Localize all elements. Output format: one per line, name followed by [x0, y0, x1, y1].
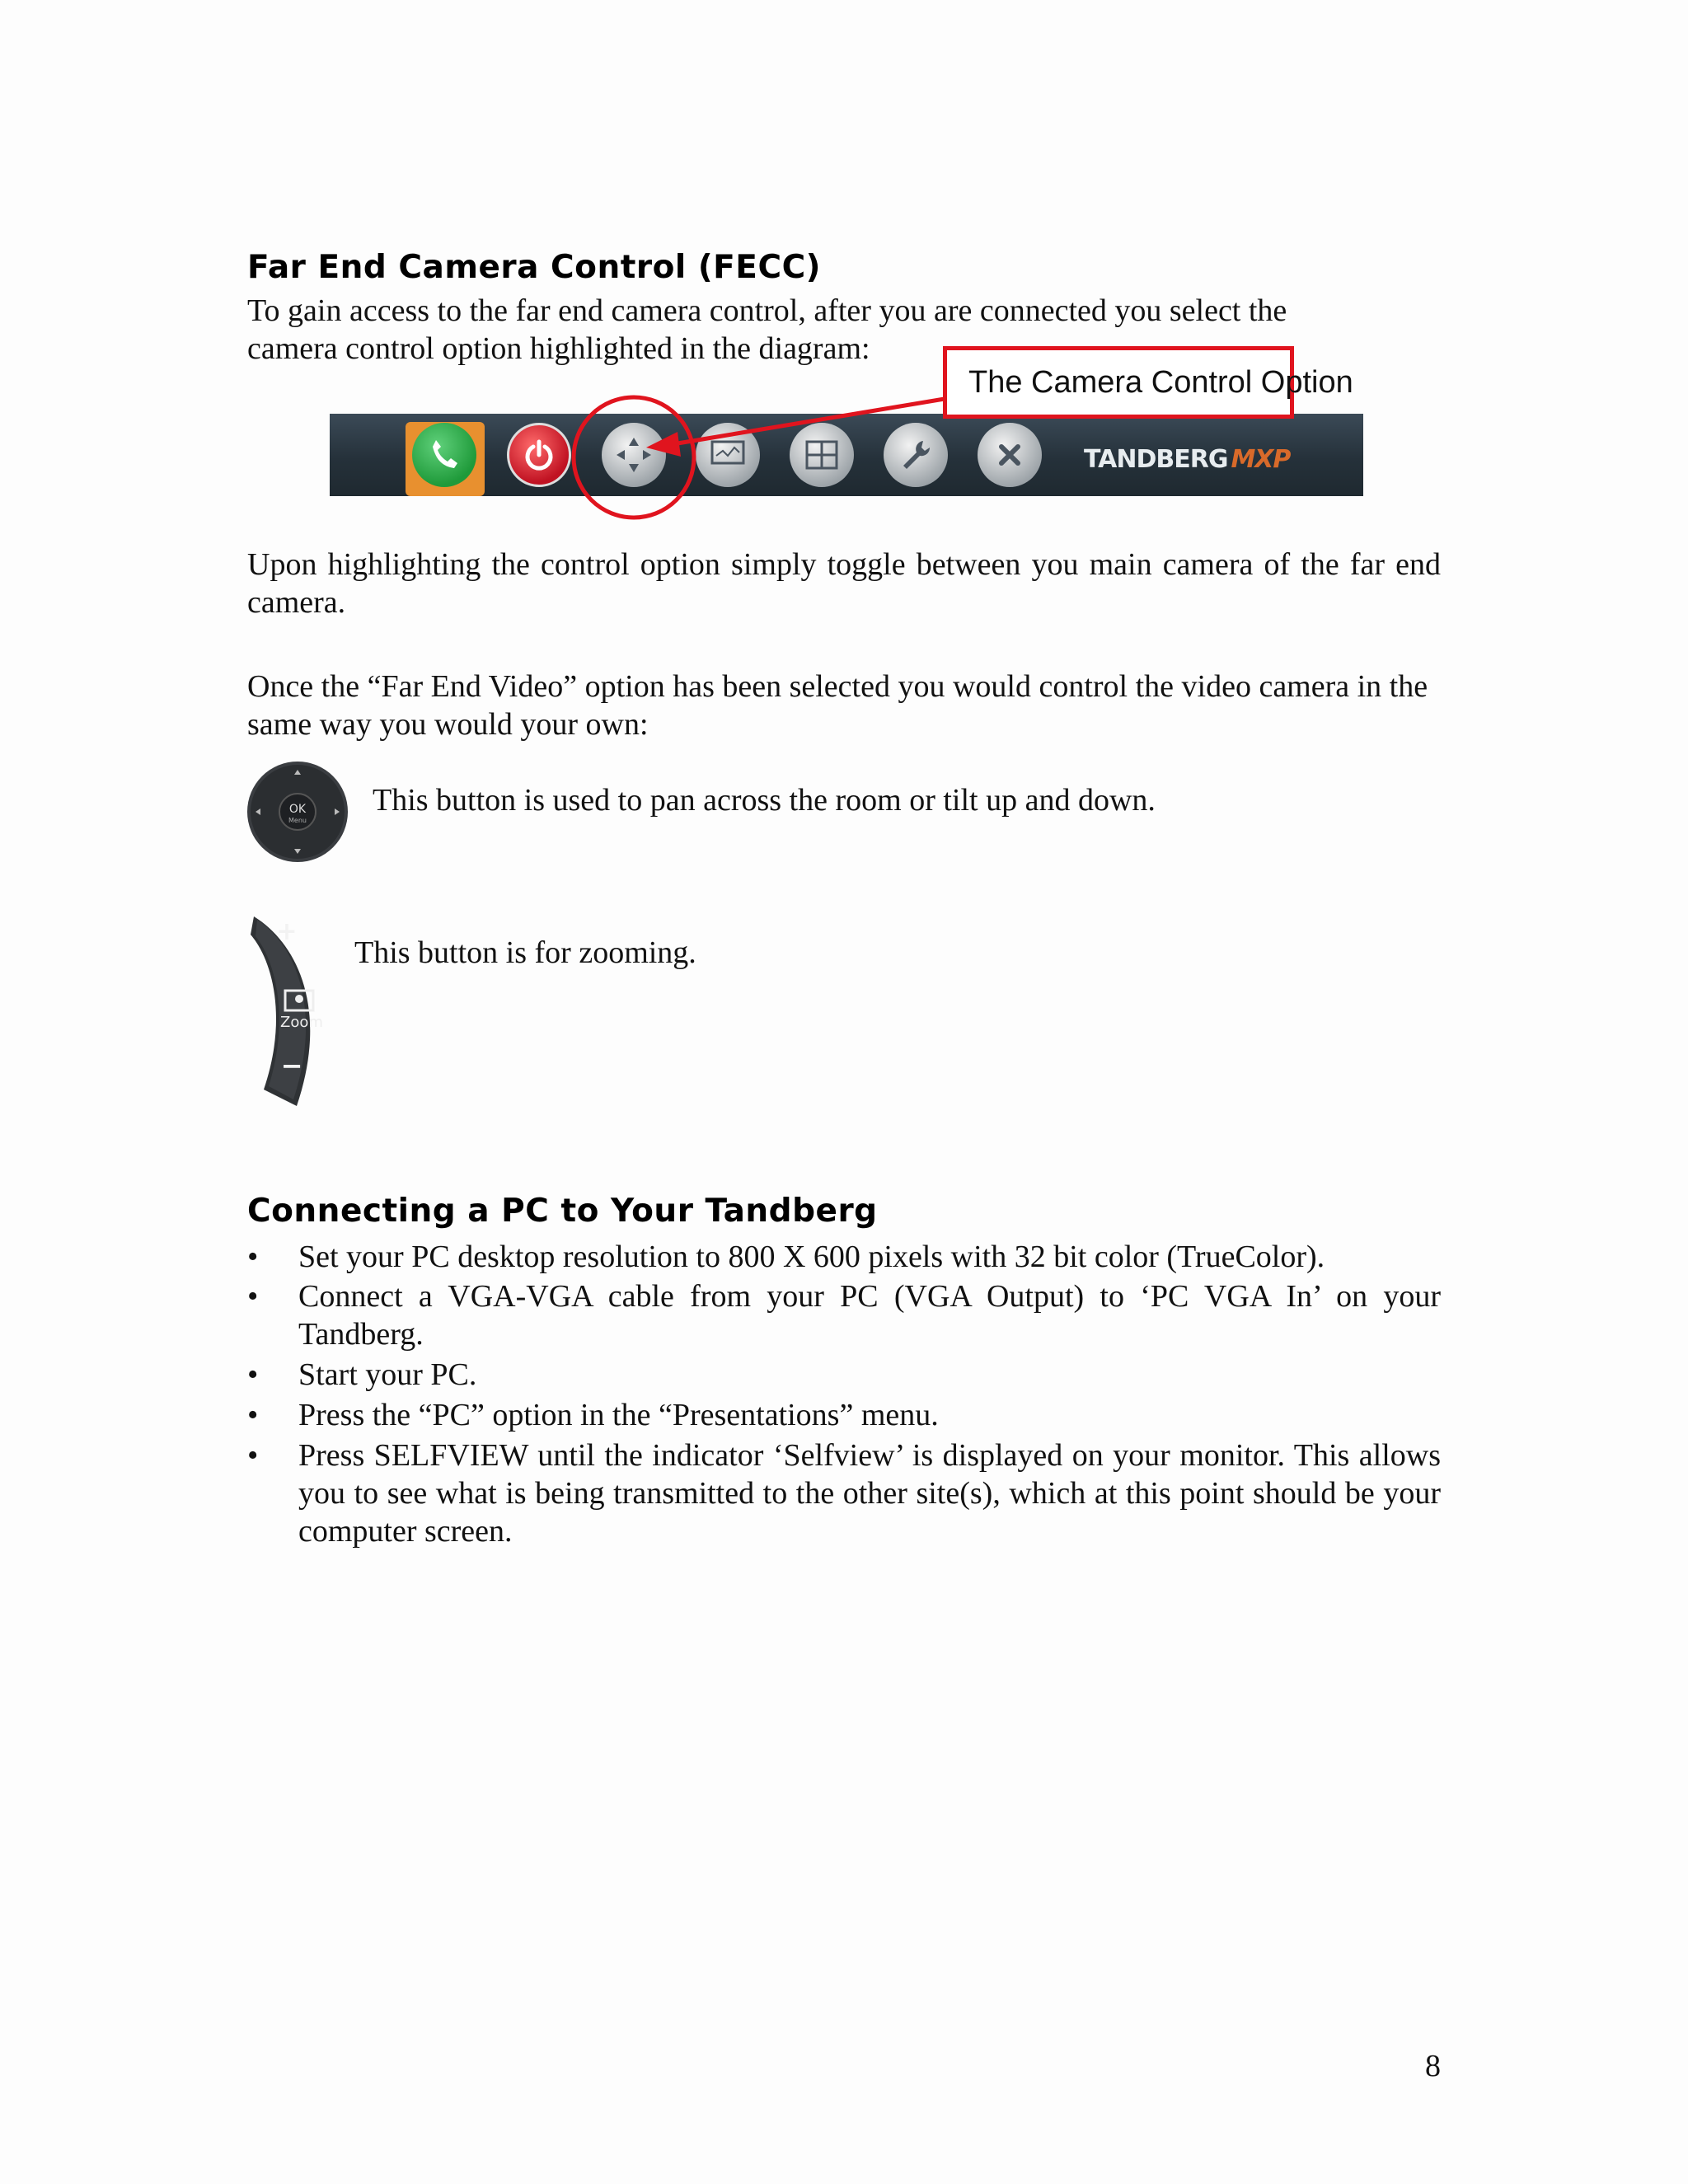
toggle-paragraph: Upon highlighting the control option simply toggle between you main camera of the far end camera. [247, 547, 1441, 620]
zoom-button-icon [247, 910, 338, 1109]
zoom-minus-label: − [280, 1050, 303, 1081]
far-end-video-paragraph: Once the “Far End Video” option has been selected you would control the video camera in the same way you would your own: [247, 669, 1428, 742]
pc-heading: Connecting a PC to Your Tandberg [247, 1193, 878, 1230]
bullet-text: Connect a VGA-VGA cable from your PC (VGA Output) to ‘PC VGA In’ on your Tandberg. [298, 1279, 1441, 1352]
list-item [247, 1277, 1441, 1353]
menu-label: Menu [288, 817, 307, 824]
bullet-text: Press the “PC” option in the “Presentations” menu. [298, 1398, 939, 1432]
bullet-marker: • [247, 1279, 259, 1314]
tandberg-logo: TANDBERG MXP [1084, 445, 1291, 474]
zoom-label: Zoom [280, 1014, 323, 1031]
pan-tilt-button-icon [246, 760, 349, 864]
ok-label: OK [288, 803, 307, 816]
bullet-marker: • [247, 1357, 259, 1392]
camera-control-callout: The Camera Control Option [943, 346, 1294, 419]
highlight-overlay [0, 0, 1688, 577]
zoom-plus-label: + [276, 917, 298, 946]
bullet-marker: • [247, 1398, 259, 1432]
zoom-description: This button is for zooming. [354, 935, 696, 970]
list-item [247, 1396, 1441, 1434]
list-item [247, 1436, 1441, 1552]
pan-tilt-description: This button is used to pan across the room or tilt up and down. [373, 783, 1156, 818]
fecc-intro: To gain access to the far end camera control, after you are connected you select the camera control option highlighted in the diagram: [247, 293, 1287, 366]
bullet-marker: • [247, 1438, 259, 1473]
bullet-text: Start your PC. [298, 1357, 477, 1392]
bullet-marker: • [247, 1240, 259, 1274]
bullet-text: Press SELFVIEW until the indicator ‘Selfview’ is displayed on your monitor. This allows you to see what is being transmitted to the other site(s), which at this point should be your computer screen. [298, 1438, 1441, 1549]
bullet-text: Set your PC desktop resolution to 800 X 600 pixels with 32 bit color (TrueColor). [298, 1240, 1325, 1274]
fecc-heading: Far End Camera Control (FECC) [247, 249, 822, 286]
list-item [247, 1356, 1441, 1394]
list-item [247, 1238, 1441, 1276]
page-number: 8 [1425, 2049, 1441, 2083]
